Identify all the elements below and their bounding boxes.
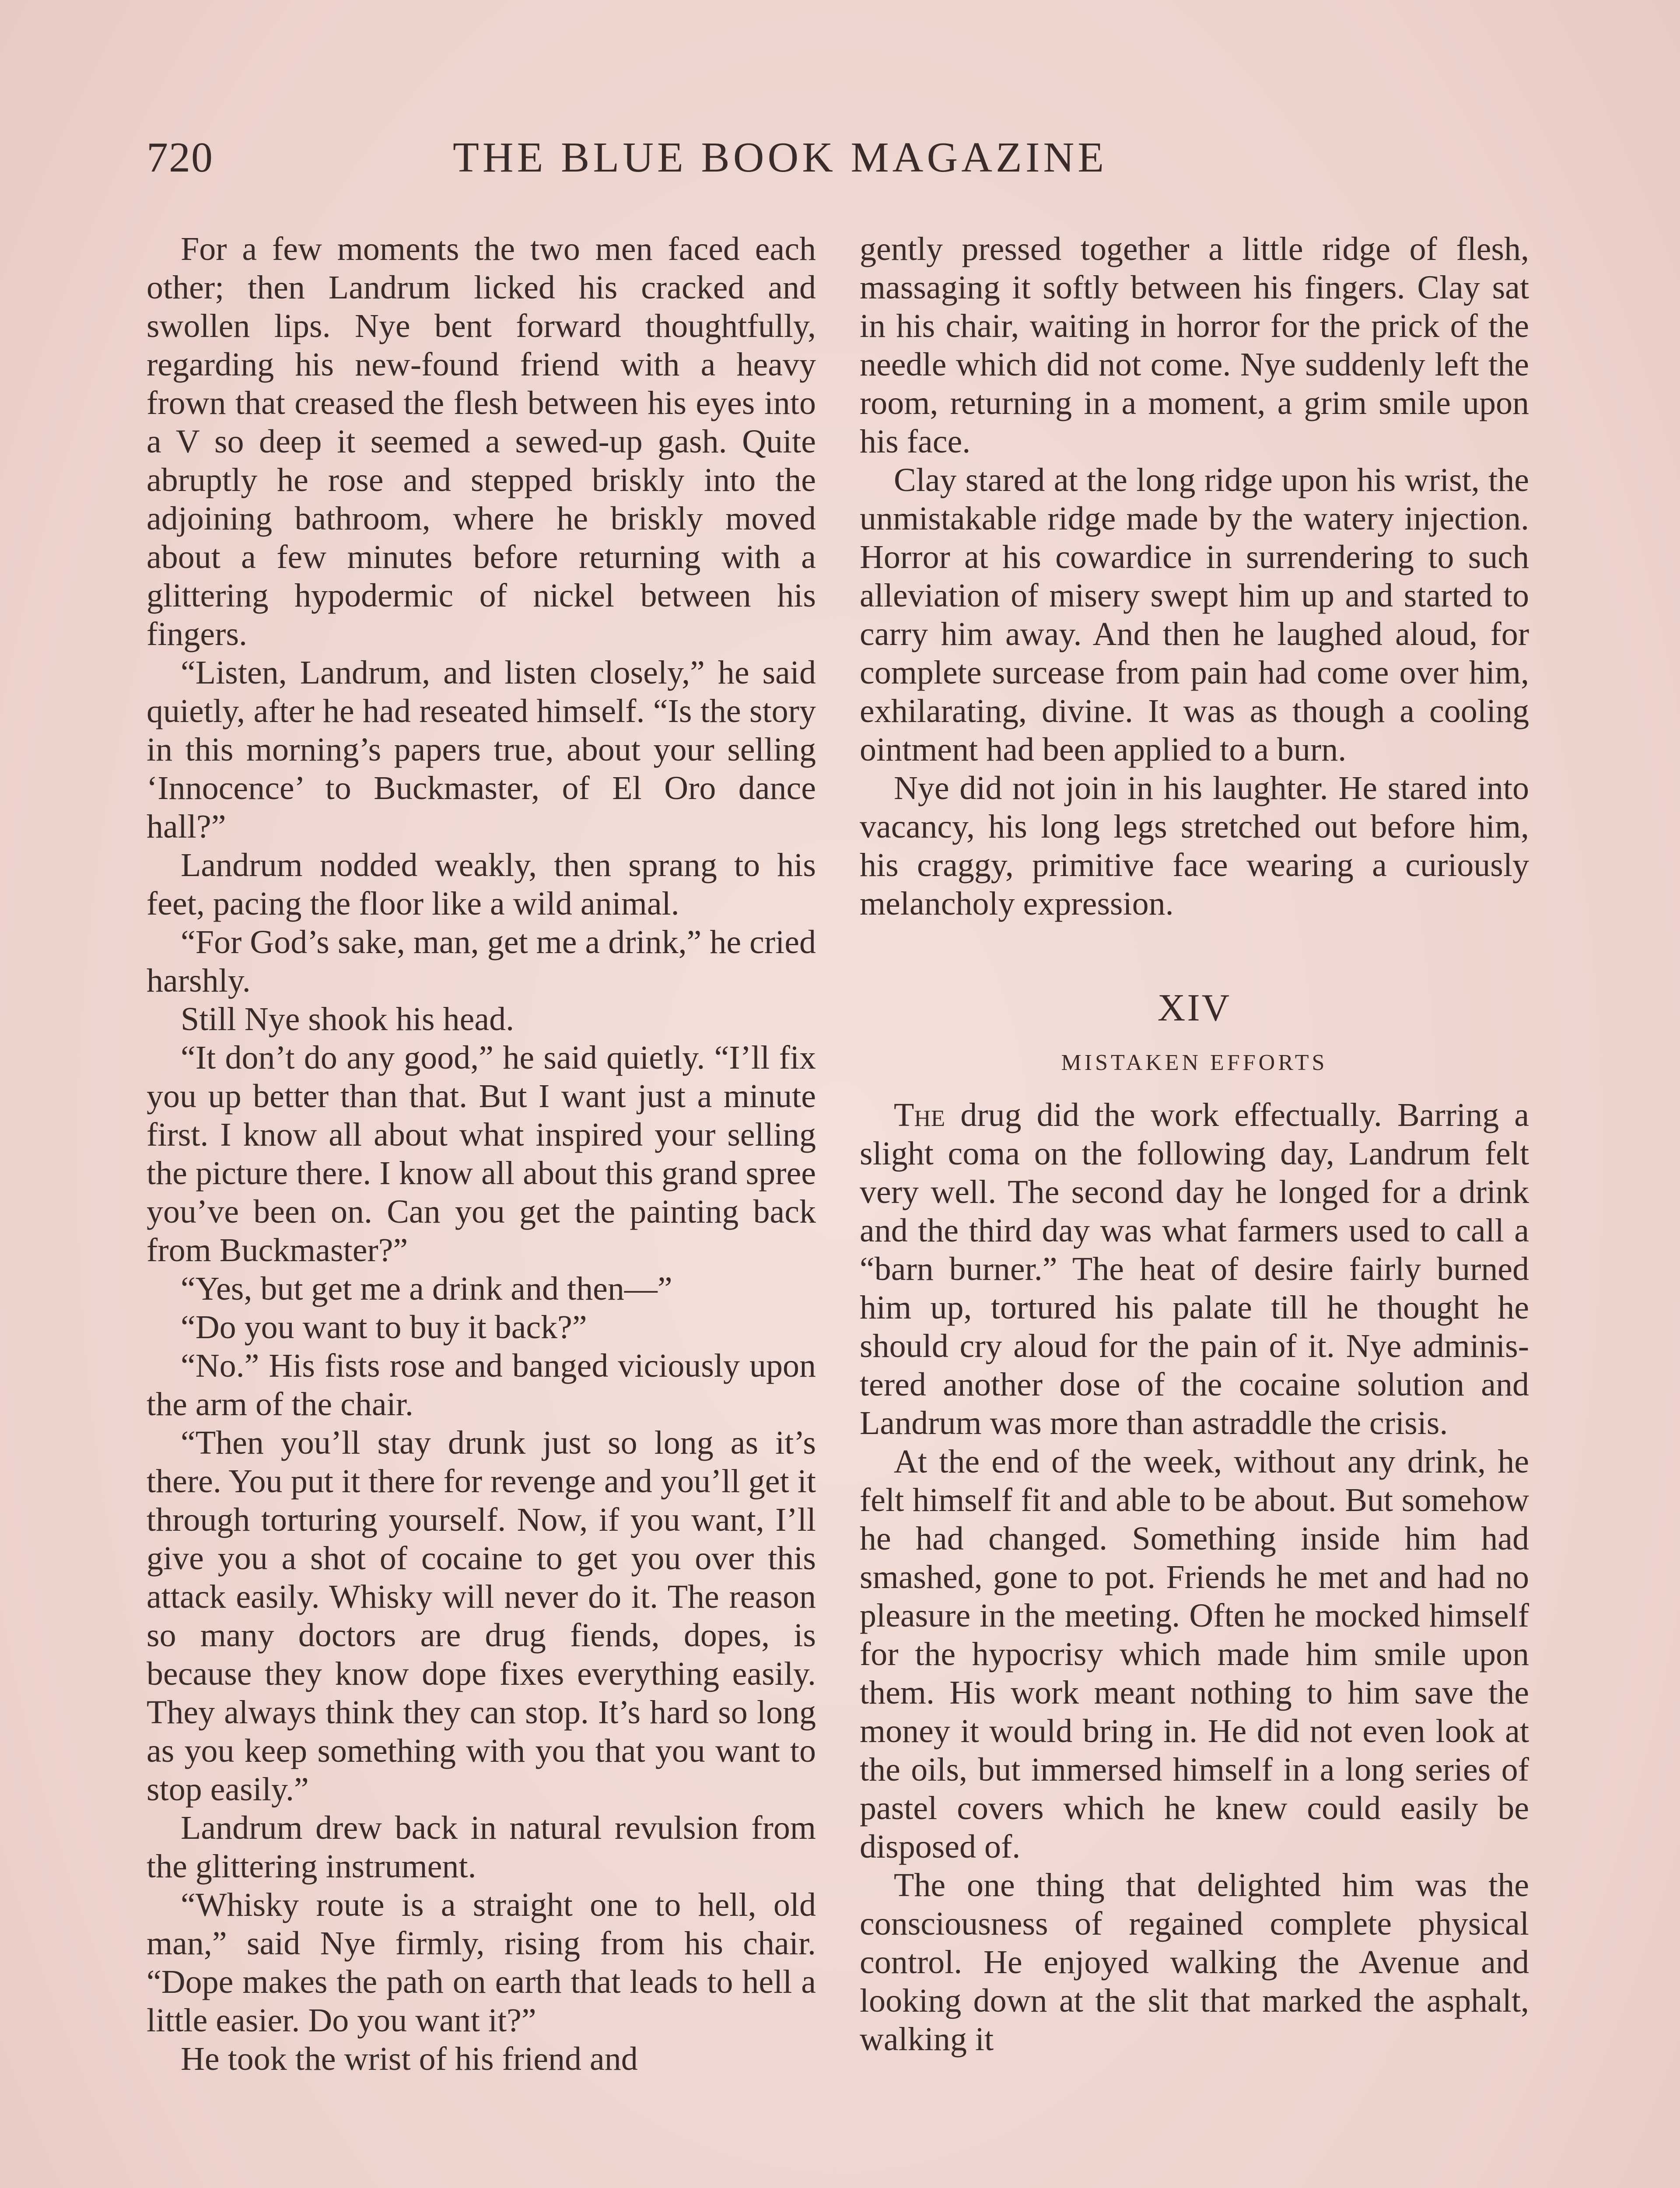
chapter-title: MISTAKEN EFFORTS	[1061, 1050, 1328, 1075]
paragraph: “Then you’ll stay drunk just so long as it’s there. You put it there for revenge and you’ll get it through torturing yourself. Now, if you want, I’ll give you a shot of cocaine to get you over this attack easily. Whisky will never do it. The reason so many doctors are drug fiends, dopes, is because they know dope fixes everything easily. They always think they can stop. It’s hard so long as you keep something with you that you want to stop easily.”	[147, 1424, 816, 1808]
opening-word: The	[894, 1097, 945, 1133]
paragraph: Landrum nodded weakly, then sprang to his feet, pacing the floor like a wild animal.	[147, 847, 816, 922]
page-header	[147, 127, 1538, 188]
paragraph: gently pressed together a little ridge of flesh, massaging it softly between his fingers. Clay sat in his chair, waiting in horror for the prick of the needle which did not come. Nye suddenly left the room, returning in a moment, a grim smile upon his face.	[860, 231, 1529, 460]
paragraph: The one thing that delighted him was the consciousness of regained complete physical control. He enjoyed walking the Avenue and looking down at the slit that marked the asphalt, walking it	[860, 1867, 1529, 2058]
paragraph: Clay stared at the long ridge upon his wrist, the unmistakable ridge made by the watery injection. Horror at his cowardice in surrendering to such alleviation of misery swept him up and started to carry him away. And then he laughed aloud, for complete surcease from pain had come over him, exhilarating, divine. It was as though a cooling ointment had been applied to a burn.	[860, 462, 1529, 768]
paragraph: “No.” His fists rose and banged viciously upon the arm of the chair.	[147, 1347, 816, 1423]
paragraph: “It don’t do any good,” he said quietly. “I’ll fix you up better than that. But I want just a minute first. I know all about what inspired your selling the picture there. I know all about this grand spree you’ve been on. Can you get the painting back from Buckmaster?”	[147, 1039, 816, 1269]
paragraph: “Yes, but get me a drink and then—”	[181, 1270, 672, 1307]
left-column	[147, 230, 816, 2078]
paragraph: For a few moments the two men faced each other; then Landrum licked his cracked and swollen lips. Nye bent forward thoughtfully, regarding his new-found friend with a heavy frown that creased the flesh between his eyes into a V so deep it seemed a sewed-up gash. Quite abruptly he rose and stepped briskly into the adjoining bathroom, where he briskly moved about a few minutes before returning with a glittering hypodermic of nickel between his fingers.	[147, 231, 816, 652]
chapter-number: XIV	[1157, 987, 1232, 1029]
right-column	[860, 230, 1529, 2058]
paragraph: Nye did not join in his laughter. He stared into vacancy, his long legs stretched out before him, his craggy, primitive face wearing a curiously melancholy expression.	[860, 770, 1529, 922]
paragraph: “Do you want to buy it back?”	[181, 1309, 587, 1346]
paragraph: “Whisky route is a straight one to hell, old man,” said Nye firmly, rising from his chair. “Dope makes the path on earth that leads to hell a little easier. Do you want it?”	[147, 1886, 816, 2039]
chapter-opening-paragraph	[860, 1096, 1529, 1442]
paragraph: “For God’s sake, man, get me a drink,” he cried harshly.	[147, 924, 816, 999]
paragraph: At the end of the week, without any drink, he felt himself fit and able to be about. But somehow he had changed. Something inside him had smashed, gone to pot. Friends he met and had no pleasure in the meeting. Often he mocked himself for the hypocrisy which made him smile upon them. His work meant nothing to him save the money it would bring in. He did not even look at the oils, but immersed himself in a long series of pastel covers which he knew could easily be disposed of.	[860, 1443, 1529, 1865]
paragraph: “Listen, Landrum, and listen closely,” he said quietly, after he had reseated himself. “Is the story in this morning’s papers true, about your selling ‘Innocence’ to Buckmaster, of El Oro dance hall?”	[147, 654, 816, 845]
opening-text: drug did the work effectually. Barring a slight coma on the following day, Landrum felt very well. The second day he longed for a drink and the third day was what farmers used to call a “barn burner.” The heat of desire fairly burned him up, tortured his palate till he thought he should cry aloud for the pain of it. Nye administered another dose of the cocaine solution and Landrum was more than astraddle the crisis.	[860, 1097, 1529, 1441]
paragraph: Still Nye shook his head.	[181, 1001, 514, 1038]
paragraph: Landrum drew back in natural revulsion from the glittering instrument.	[147, 1809, 816, 1885]
magazine-title: THE BLUE BOOK MAGAZINE	[453, 134, 1108, 181]
page-number: 720	[147, 134, 214, 181]
paragraph: He took the wrist of his friend and	[181, 2041, 638, 2077]
